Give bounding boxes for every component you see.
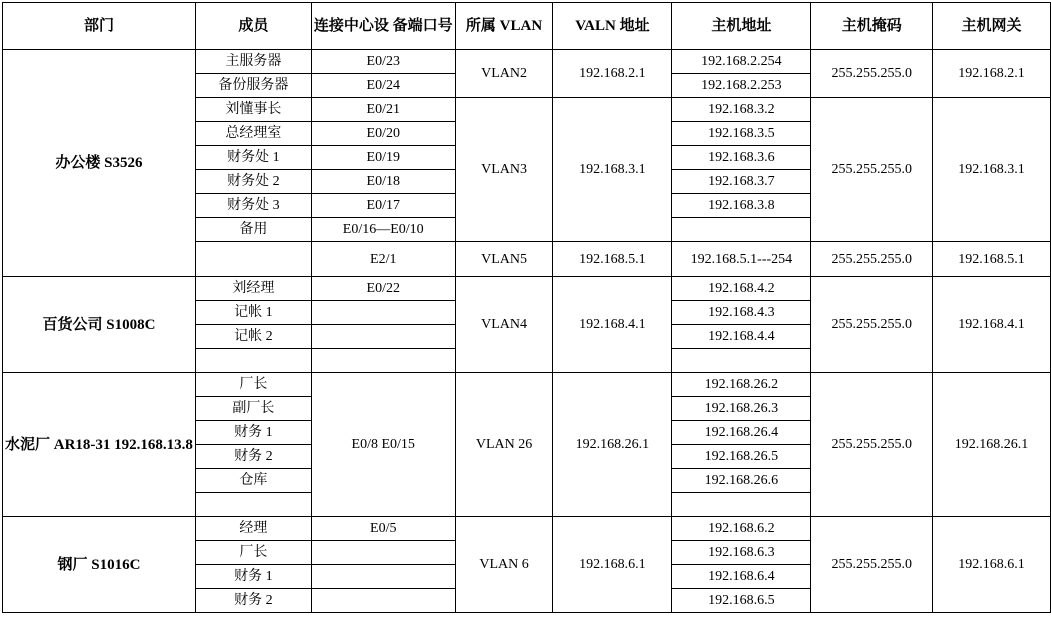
- header-row: [3, 3, 1051, 50]
- member-cell: 财务 1: [195, 565, 311, 589]
- member-cell: 备用: [195, 218, 311, 242]
- port-cell: [311, 541, 455, 565]
- host-address-cell: 192.168.3.5: [672, 122, 811, 146]
- header-vlan: 所属 VLAN: [455, 3, 553, 50]
- header-host-address: 主机地址: [672, 3, 811, 50]
- port-cell: E0/21: [311, 98, 455, 122]
- host-address-cell: 192.168.26.2: [672, 373, 811, 397]
- port-cell: E0/24: [311, 74, 455, 98]
- host-address-cell: [672, 493, 811, 517]
- port-cell: E2/1: [311, 242, 455, 277]
- host-address-cell: 192.168.4.2: [672, 277, 811, 301]
- host-address-cell: [672, 218, 811, 242]
- host-address-cell: 192.168.2.253: [672, 74, 811, 98]
- host-address-cell: 192.168.3.2: [672, 98, 811, 122]
- vlan-cell: VLAN5: [455, 242, 553, 277]
- host-address-cell: 192.168.26.4: [672, 421, 811, 445]
- host-address-cell: 192.168.26.3: [672, 397, 811, 421]
- header-gateway: 主机网关: [932, 3, 1050, 50]
- host-address-cell: [672, 349, 811, 373]
- gateway-cell: 192.168.6.1: [932, 517, 1050, 613]
- vlan-cell: VLAN4: [455, 277, 553, 373]
- mask-cell: 255.255.255.0: [811, 373, 933, 517]
- member-cell: 记帐 2: [195, 325, 311, 349]
- header-vlan-address: VALN 地址: [553, 3, 672, 50]
- member-cell: 财务 1: [195, 421, 311, 445]
- gateway-cell: 192.168.5.1: [932, 242, 1050, 277]
- member-cell: 副厂长: [195, 397, 311, 421]
- member-cell: 财务处 3: [195, 194, 311, 218]
- header-port: 连接中心设 备端口号: [311, 3, 455, 50]
- member-cell: 经理: [195, 517, 311, 541]
- member-cell: 记帐 1: [195, 301, 311, 325]
- table-row: [3, 517, 1051, 541]
- port-cell: [311, 349, 455, 373]
- port-cell: E0/23: [311, 50, 455, 74]
- member-cell: 厂长: [195, 373, 311, 397]
- table-row: [3, 50, 1051, 74]
- vlan-cell: VLAN 26: [455, 373, 553, 517]
- host-address-cell: 192.168.5.1---254: [672, 242, 811, 277]
- dept-cell: 钢厂 S1016C: [3, 517, 196, 613]
- port-cell: E0/18: [311, 170, 455, 194]
- host-address-cell: 192.168.6.4: [672, 565, 811, 589]
- host-address-cell: 192.168.4.3: [672, 301, 811, 325]
- network-table: [2, 2, 1051, 613]
- header-dept: 部门: [3, 3, 196, 50]
- host-address-cell: 192.168.3.6: [672, 146, 811, 170]
- member-cell: [195, 493, 311, 517]
- member-cell: 刘懂事长: [195, 98, 311, 122]
- gateway-cell: 192.168.26.1: [932, 373, 1050, 517]
- gateway-cell: 192.168.4.1: [932, 277, 1050, 373]
- port-cell: E0/16—E0/10: [311, 218, 455, 242]
- mask-cell: 255.255.255.0: [811, 98, 933, 242]
- member-cell: 总经理室: [195, 122, 311, 146]
- table-row: [3, 277, 1051, 301]
- member-cell: 财务处 1: [195, 146, 311, 170]
- port-cell: E0/5: [311, 517, 455, 541]
- mask-cell: 255.255.255.0: [811, 50, 933, 98]
- vlan-cell: VLAN3: [455, 98, 553, 242]
- host-address-cell: 192.168.3.8: [672, 194, 811, 218]
- vlan-address-cell: 192.168.4.1: [553, 277, 672, 373]
- port-cell: E0/17: [311, 194, 455, 218]
- host-address-cell: 192.168.6.5: [672, 589, 811, 613]
- vlan-address-cell: 192.168.6.1: [553, 517, 672, 613]
- vlan-cell: VLAN 6: [455, 517, 553, 613]
- dept-cell: 水泥厂 AR18-31 192.168.13.8: [3, 373, 196, 517]
- member-cell: [195, 242, 311, 277]
- port-cell: [311, 565, 455, 589]
- member-cell: 备份服务器: [195, 74, 311, 98]
- port-cell: [311, 589, 455, 613]
- member-cell: 刘经理: [195, 277, 311, 301]
- member-cell: 厂长: [195, 541, 311, 565]
- vlan-address-cell: 192.168.3.1: [553, 98, 672, 242]
- table-row: [3, 373, 1051, 397]
- host-address-cell: 192.168.26.6: [672, 469, 811, 493]
- mask-cell: 255.255.255.0: [811, 242, 933, 277]
- dept-cell: 办公楼 S3526: [3, 50, 196, 277]
- port-cell: E0/20: [311, 122, 455, 146]
- gateway-cell: 192.168.3.1: [932, 98, 1050, 242]
- port-cell: E0/8 E0/15: [311, 373, 455, 517]
- mask-cell: 255.255.255.0: [811, 517, 933, 613]
- member-cell: [195, 349, 311, 373]
- member-cell: 财务 2: [195, 445, 311, 469]
- port-cell: [311, 325, 455, 349]
- member-cell: 财务 2: [195, 589, 311, 613]
- vlan-cell: VLAN2: [455, 50, 553, 98]
- header-mask: 主机掩码: [811, 3, 933, 50]
- member-cell: 仓库: [195, 469, 311, 493]
- header-member: 成员: [195, 3, 311, 50]
- port-cell: E0/19: [311, 146, 455, 170]
- host-address-cell: 192.168.3.7: [672, 170, 811, 194]
- gateway-cell: 192.168.2.1: [932, 50, 1050, 98]
- host-address-cell: 192.168.26.5: [672, 445, 811, 469]
- mask-cell: 255.255.255.0: [811, 277, 933, 373]
- port-cell: [311, 301, 455, 325]
- port-cell: E0/22: [311, 277, 455, 301]
- member-cell: 财务处 2: [195, 170, 311, 194]
- host-address-cell: 192.168.6.2: [672, 517, 811, 541]
- member-cell: 主服务器: [195, 50, 311, 74]
- host-address-cell: 192.168.6.3: [672, 541, 811, 565]
- vlan-address-cell: 192.168.26.1: [553, 373, 672, 517]
- vlan-address-cell: 192.168.2.1: [553, 50, 672, 98]
- host-address-cell: 192.168.4.4: [672, 325, 811, 349]
- dept-cell: 百货公司 S1008C: [3, 277, 196, 373]
- vlan-address-cell: 192.168.5.1: [553, 242, 672, 277]
- host-address-cell: 192.168.2.254: [672, 50, 811, 74]
